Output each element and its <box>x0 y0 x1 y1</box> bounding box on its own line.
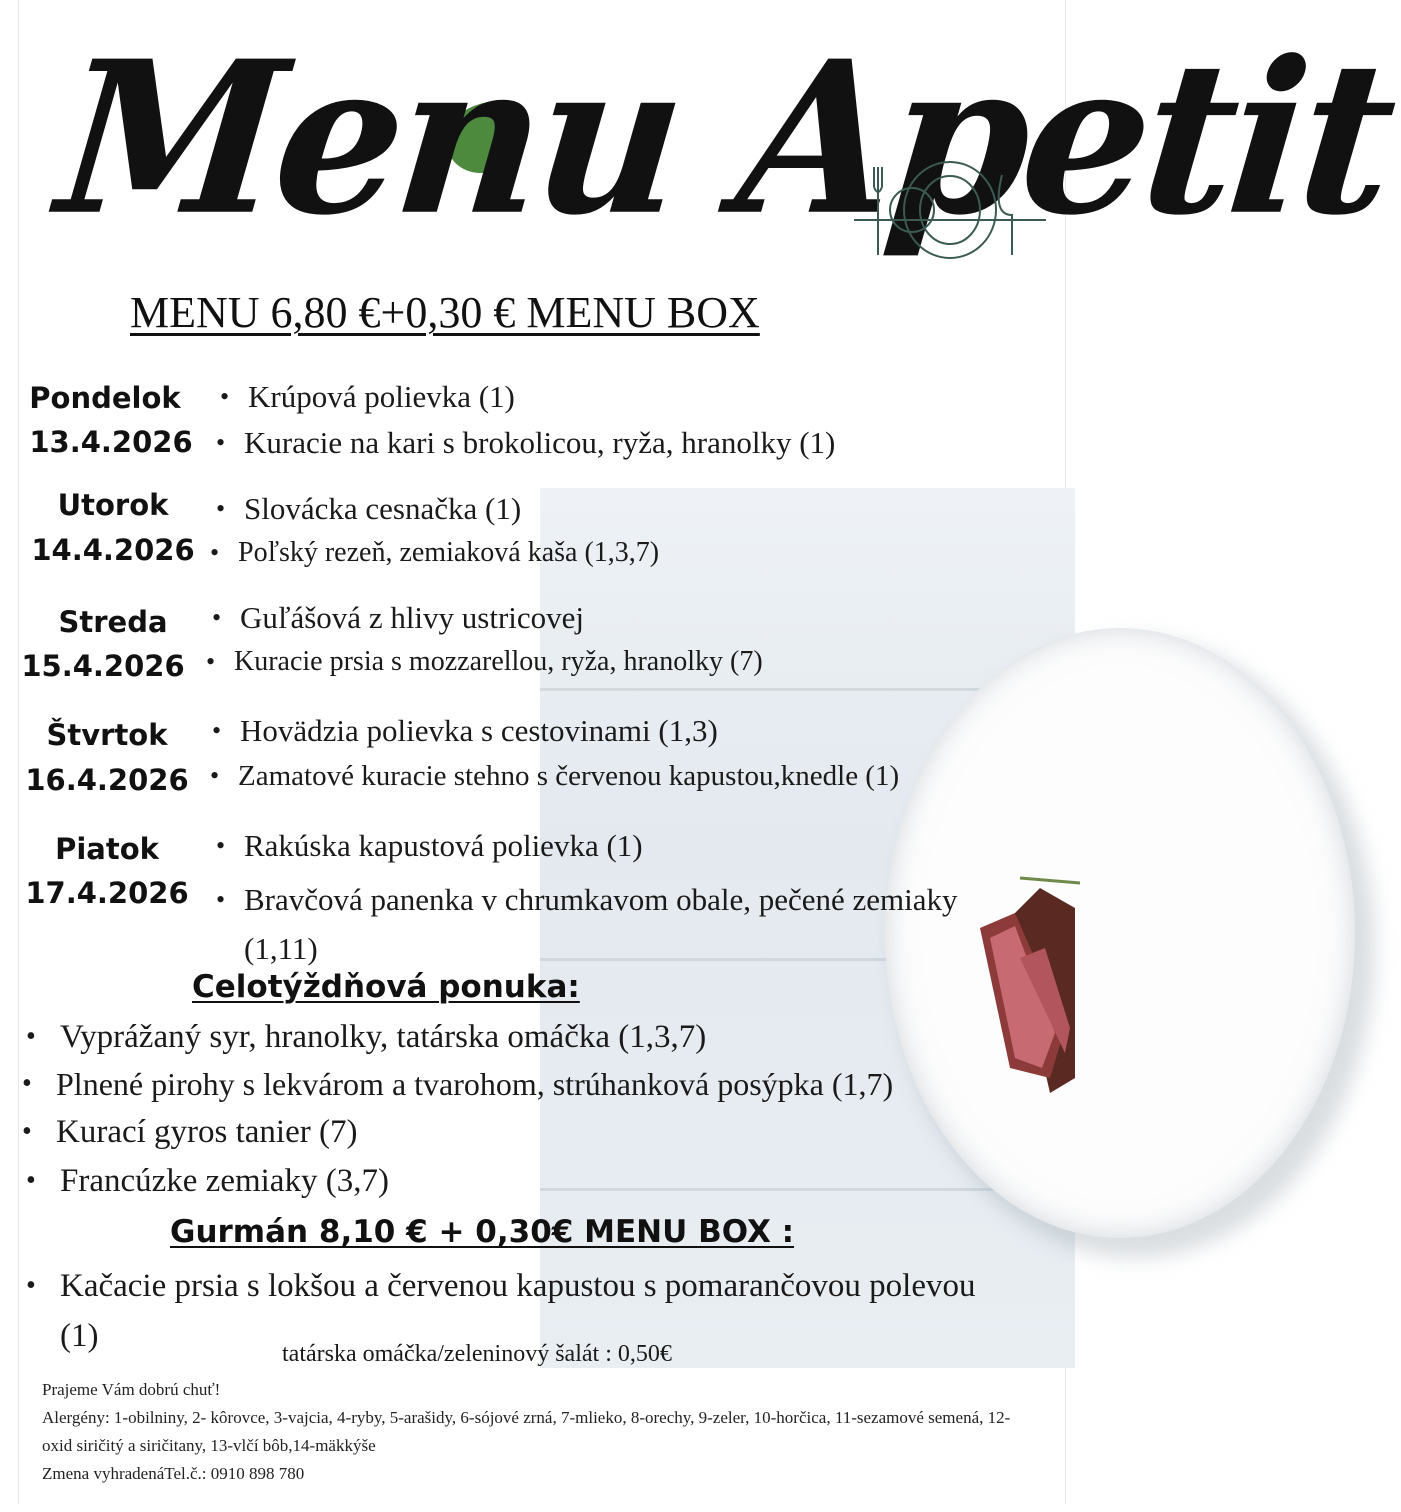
weekly-offer-item: • Plnené pirohy s lekvárom a tvarohom, strúhanková posýpka (1,7) <box>56 1062 893 1106</box>
footer-wish: Prajeme Vám dobrú chuť! <box>42 1380 221 1399</box>
soup-item: • Slovácka cesnačka (1) <box>244 489 521 529</box>
allergens-note: Alergény: 1-obilniny, 2- kôrovce, 3-vajcia, 4-ryby, 5-arašidy, 6-sójové zrná, 7-mlieko, 8-orechy, 9-zeler, 10-horčica, 11-sezamové semená, 12-oxid siričitý a siričitany, 13-vlčí bôb,14-mäkkýše <box>42 1408 1011 1455</box>
day-date: 14.4.2026 <box>31 533 195 567</box>
gurman-heading: Gurmán 8,10 € + 0,30€ MENU BOX : <box>170 1214 795 1250</box>
fork-plate-knife-icon <box>852 155 1048 265</box>
weekly-offer-item: • Kurací gyros tanier (7) <box>56 1110 357 1154</box>
logo-title: Menu Apetit <box>49 15 1401 263</box>
day-date: 16.4.2026 <box>25 763 189 797</box>
day-name: Pondelok <box>29 381 181 415</box>
day-name: Streda <box>58 605 168 639</box>
day-date: 17.4.2026 <box>25 876 189 910</box>
contact-note: Zmena vyhradenáTel.č.: 0910 898 780 <box>42 1464 305 1483</box>
weekly-offer-heading: Celotýždňová ponuka: <box>192 969 580 1005</box>
weekly-offer-item: • Vyprážaný syr, hranolky, tatárska omáčka (1,3,7) <box>60 1015 706 1059</box>
day-name: Štvrtok <box>46 718 168 752</box>
soup-item: • Rakúska kapustová polievka (1) <box>244 826 643 866</box>
day-name: Piatok <box>55 832 159 866</box>
soup-item: • Guľášová z hlivy ustricovej <box>240 598 584 638</box>
day-date: 13.4.2026 <box>29 425 193 459</box>
main-dish-item: • Kuracie prsia s mozzarellou, ryža, hranolky (7) <box>234 642 763 682</box>
main-dish-item: • Kuracie na kari s brokolicou, ryža, hranolky (1) <box>244 423 835 463</box>
day-name: Utorok <box>57 488 169 522</box>
main-dish-item: • Poľský rezeň, zemiaková kaša (1,3,7) <box>238 533 659 573</box>
day-date: 15.4.2026 <box>21 649 185 683</box>
weekly-offer-item: • Francúzke zemiaky (3,7) <box>60 1159 389 1203</box>
main-dish-item: • Bravčová panenka v chrumkavom obale, pečené zemiaky (1,11) <box>244 875 1004 973</box>
main-dish-item: • Zamatové kuracie stehno s červenou kapustou,knedle (1) <box>238 756 899 796</box>
soup-item: • Hovädzia polievka s cestovinami (1,3) <box>240 711 718 751</box>
gurman-item: • Kačacie prsia s lokšou a červenou kapustou s pomarančovou polevou (1) <box>60 1261 1020 1361</box>
menu-price-heading: MENU 6,80 €+0,30 € MENU BOX <box>130 288 760 337</box>
extra-price-note: tatárska omáčka/zeleninový šalát : 0,50€ <box>282 1341 672 1367</box>
soup-item: • Krúpová polievka (1) <box>248 377 515 417</box>
